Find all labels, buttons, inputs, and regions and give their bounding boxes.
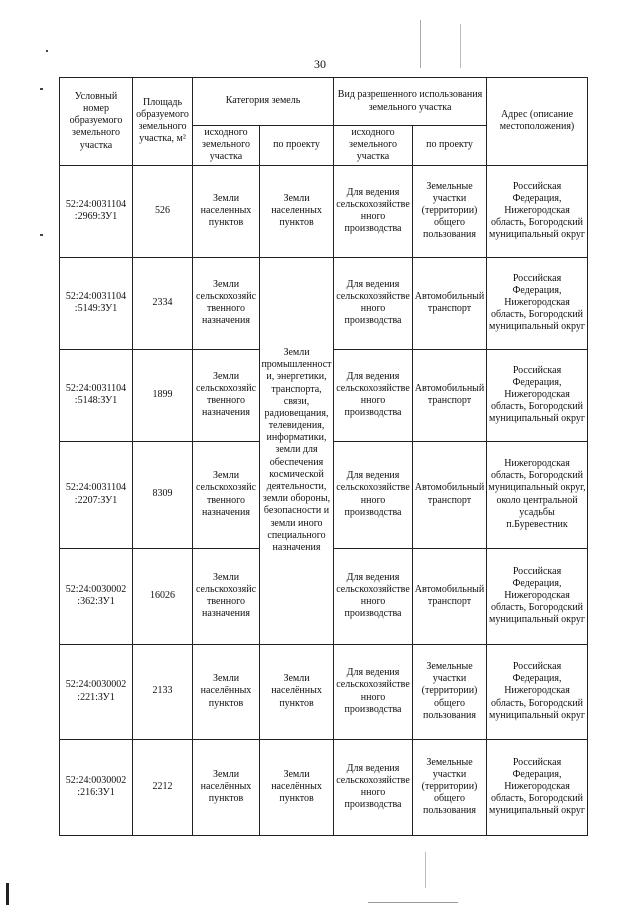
- area-value: 8309: [133, 441, 193, 548]
- header-use: Вид разрешенного использования земельного участка: [334, 78, 487, 126]
- address: Российская Федерация, Нижегородская область, Богородский муниципальный округ: [487, 165, 588, 257]
- area-value: 2133: [133, 644, 193, 739]
- cadastral-number: 52:24:0031104 :5148:ЗУ1: [60, 349, 133, 441]
- scan-edge-mark: [6, 883, 9, 905]
- cadastral-number: 52:24:0030002 :216:ЗУ1: [60, 739, 133, 835]
- use-project: Земельные участки (территории) общего пользования: [413, 165, 487, 257]
- use-source: Для ведения сельскохозяйственного производства: [334, 257, 413, 349]
- header-use-source: исходного земельного участка: [334, 126, 413, 166]
- use-source: Для ведения сельскохозяйственного производства: [334, 165, 413, 257]
- address: Нижегородская область, Богородский муниципальный округ, около центральной усадьбы п.Буревестник: [487, 441, 588, 548]
- header-category: Категория земель: [193, 78, 334, 126]
- address: Российская Федерация, Нижегородская область, Богородский муниципальный округ: [487, 739, 588, 835]
- category-source: Земли населённых пунктов: [193, 644, 260, 739]
- address: Российская Федерация, Нижегородская область, Богородский муниципальный округ: [487, 644, 588, 739]
- address: Российская Федерация, Нижегородская область, Богородский муниципальный округ: [487, 349, 588, 441]
- category-source: Земли сельскохозяйственного назначения: [193, 441, 260, 548]
- use-project: Автомобильный транспорт: [413, 257, 487, 349]
- address: Российская Федерация, Нижегородская область, Богородский муниципальный округ: [487, 548, 588, 644]
- use-project: Автомобильный транспорт: [413, 349, 487, 441]
- use-source: Для ведения сельскохозяйственного производства: [334, 349, 413, 441]
- header-category-project: по проекту: [260, 126, 334, 166]
- header-use-project: по проекту: [413, 126, 487, 166]
- scan-dot: [40, 88, 43, 90]
- cadastral-number: 52:24:0031104 :2207:ЗУ1: [60, 441, 133, 548]
- land-plots-table: [59, 77, 588, 836]
- table-row: [60, 165, 588, 257]
- page-number: 30: [314, 57, 326, 71]
- category-project: Земли населённых пунктов: [260, 644, 334, 739]
- use-source: Для ведения сельскохозяйственного производства: [334, 441, 413, 548]
- address: Российская Федерация, Нижегородская область, Богородский муниципальный округ: [487, 257, 588, 349]
- cadastral-number: 52:24:0030002 :221:ЗУ1: [60, 644, 133, 739]
- use-source: Для ведения сельскохозяйственного производства: [334, 739, 413, 835]
- use-project: Автомобильный транспорт: [413, 548, 487, 644]
- header-category-source: исходного земельного участка: [193, 126, 260, 166]
- cadastral-number: 52:24:0030002 :362:ЗУ1: [60, 548, 133, 644]
- category-source: Земли населенных пунктов: [193, 165, 260, 257]
- use-source: Для ведения сельскохозяйственного производства: [334, 548, 413, 644]
- area-value: 2334: [133, 257, 193, 349]
- area-value: 526: [133, 165, 193, 257]
- cadastral-number: 52:24:0031104 :5149:ЗУ1: [60, 257, 133, 349]
- header-cadastral: Условный номер образуемого земельного участка: [60, 78, 133, 166]
- scan-dot: [40, 234, 43, 236]
- scan-line: [420, 20, 421, 68]
- use-source: Для ведения сельскохозяйственного производства: [334, 644, 413, 739]
- table-row: [60, 257, 588, 349]
- scan-line: [368, 902, 458, 903]
- category-source: Земли сельскохозяйственного назначения: [193, 257, 260, 349]
- category-source: Земли населённых пунктов: [193, 739, 260, 835]
- header-area: Площадь образуемого земельного участка, м²: [133, 78, 193, 166]
- category-source: Земли сельскохозяйственного назначения: [193, 349, 260, 441]
- cadastral-number: 52:24:0031104 :2969:ЗУ1: [60, 165, 133, 257]
- area-value: 2212: [133, 739, 193, 835]
- category-project: Земли населенных пунктов: [260, 165, 334, 257]
- table-row: [60, 644, 588, 739]
- area-value: 16026: [133, 548, 193, 644]
- category-project-merged: Земли промышленности, энергетики, транспорта, связи, радиовещания, телевидения, информатики, земли для обеспечения космической деятельности, земли обороны, безопасности и земли иного специального назначения: [260, 257, 334, 644]
- category-source: Земли сельскохозяйственного назначения: [193, 548, 260, 644]
- use-project: Автомобильный транспорт: [413, 441, 487, 548]
- table-row: [60, 739, 588, 835]
- scan-dot: [46, 50, 48, 52]
- category-project: Земли населённых пунктов: [260, 739, 334, 835]
- scan-line: [425, 852, 426, 888]
- use-project: Земельные участки (территории) общего пользования: [413, 644, 487, 739]
- use-project: Земельные участки (территории) общего пользования: [413, 739, 487, 835]
- scan-line: [460, 24, 461, 68]
- header-address: Адрес (описание местоположения): [487, 78, 588, 166]
- area-value: 1899: [133, 349, 193, 441]
